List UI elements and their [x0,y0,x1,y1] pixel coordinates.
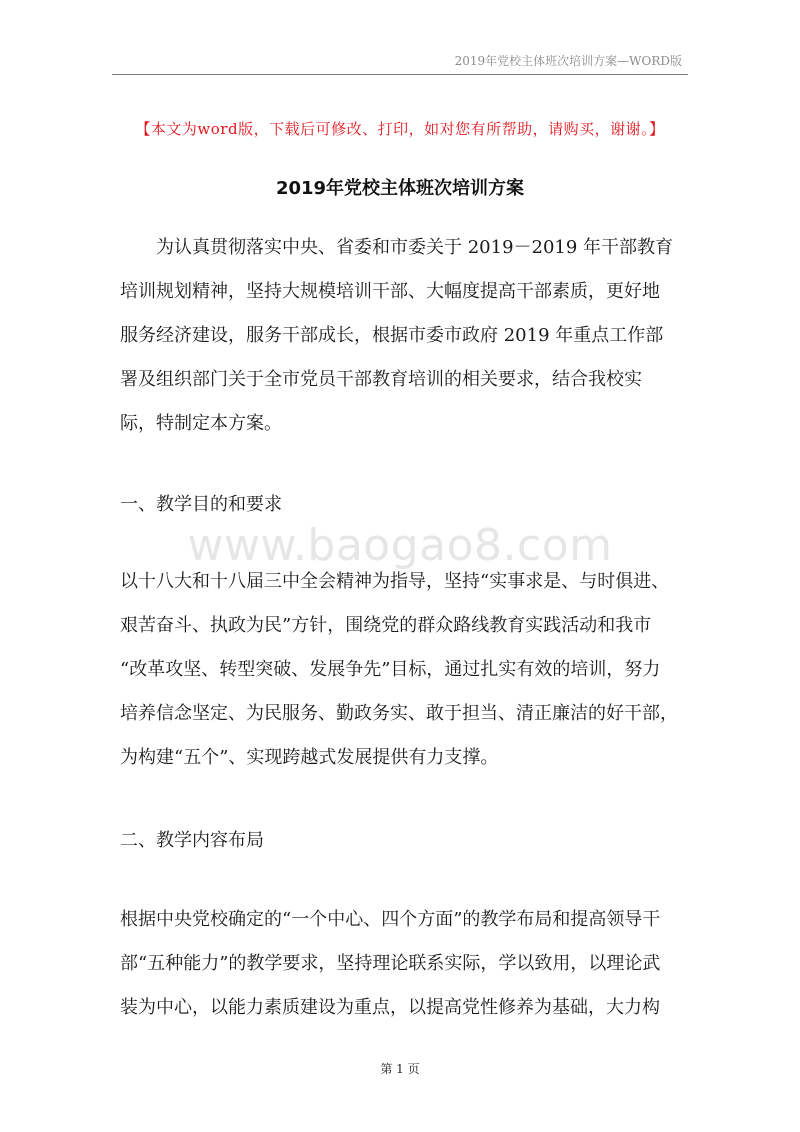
document-title: 2019年党校主体班次培训方案 [275,178,525,199]
section2-paragraph [120,898,690,1030]
header-rule [112,74,688,75]
running-header: 2019年党校主体班次培训方案—WORD版 [454,54,682,68]
section2-line: 部“五种能力”的教学要求，坚持理论联系实际，学以致用，以理论武 [120,953,661,974]
page-number: 第 1 页 [380,1062,420,1076]
section1-line: 以十八大和十八届三中全会精神为指导，坚持“实事求是、与时俱进、 [120,571,670,592]
section1-paragraph [120,560,690,780]
section1-line: 为构建“五个”、实现跨越式发展提供有力支撑。 [120,747,499,768]
section-heading-2: 二、教学内容布局 [120,830,264,851]
intro-line: 为认真贯彻落实中央、省委和市委关于 2019－2019 年干部教育 [156,237,674,258]
intro-line: 际，特制定本方案。 [120,413,282,434]
section1-line: 艰苦奋斗、执政为民”方针，围绕党的群众路线教育实践活动和我市 [120,615,652,636]
section2-line: 装为中心，以能力素质建设为重点，以提高党性修养为基础，大力构 [120,997,660,1018]
intro-line: 署及组织部门关于全市党员干部教育培训的相关要求，结合我校实 [120,369,642,390]
purchase-notice: 【本文为word版，下载后可修改、打印，如对您有所帮助，请购买，谢谢。】 [135,120,665,138]
watermark: www.baogao8.com [187,520,613,571]
intro-paragraph [120,226,690,446]
section-heading-1: 一、教学目的和要求 [120,494,282,515]
section1-line: 培养信念坚定、为民服务、勤政务实、敢于担当、清正廉洁的好干部， [120,703,678,724]
intro-line: 服务经济建设，服务干部成长，根据市委市政府 2019 年重点工作部 [120,325,664,346]
section2-line: 根据中央党校确定的“一个中心、四个方面”的教学布局和提高领导干 [120,909,661,930]
intro-line: 培训规划精神，坚持大规模培训干部、大幅度提高干部素质，更好地 [120,281,660,302]
section1-line: “改革攻坚、转型突破、发展争先”目标，通过扎实有效的培训，努力 [120,659,661,680]
